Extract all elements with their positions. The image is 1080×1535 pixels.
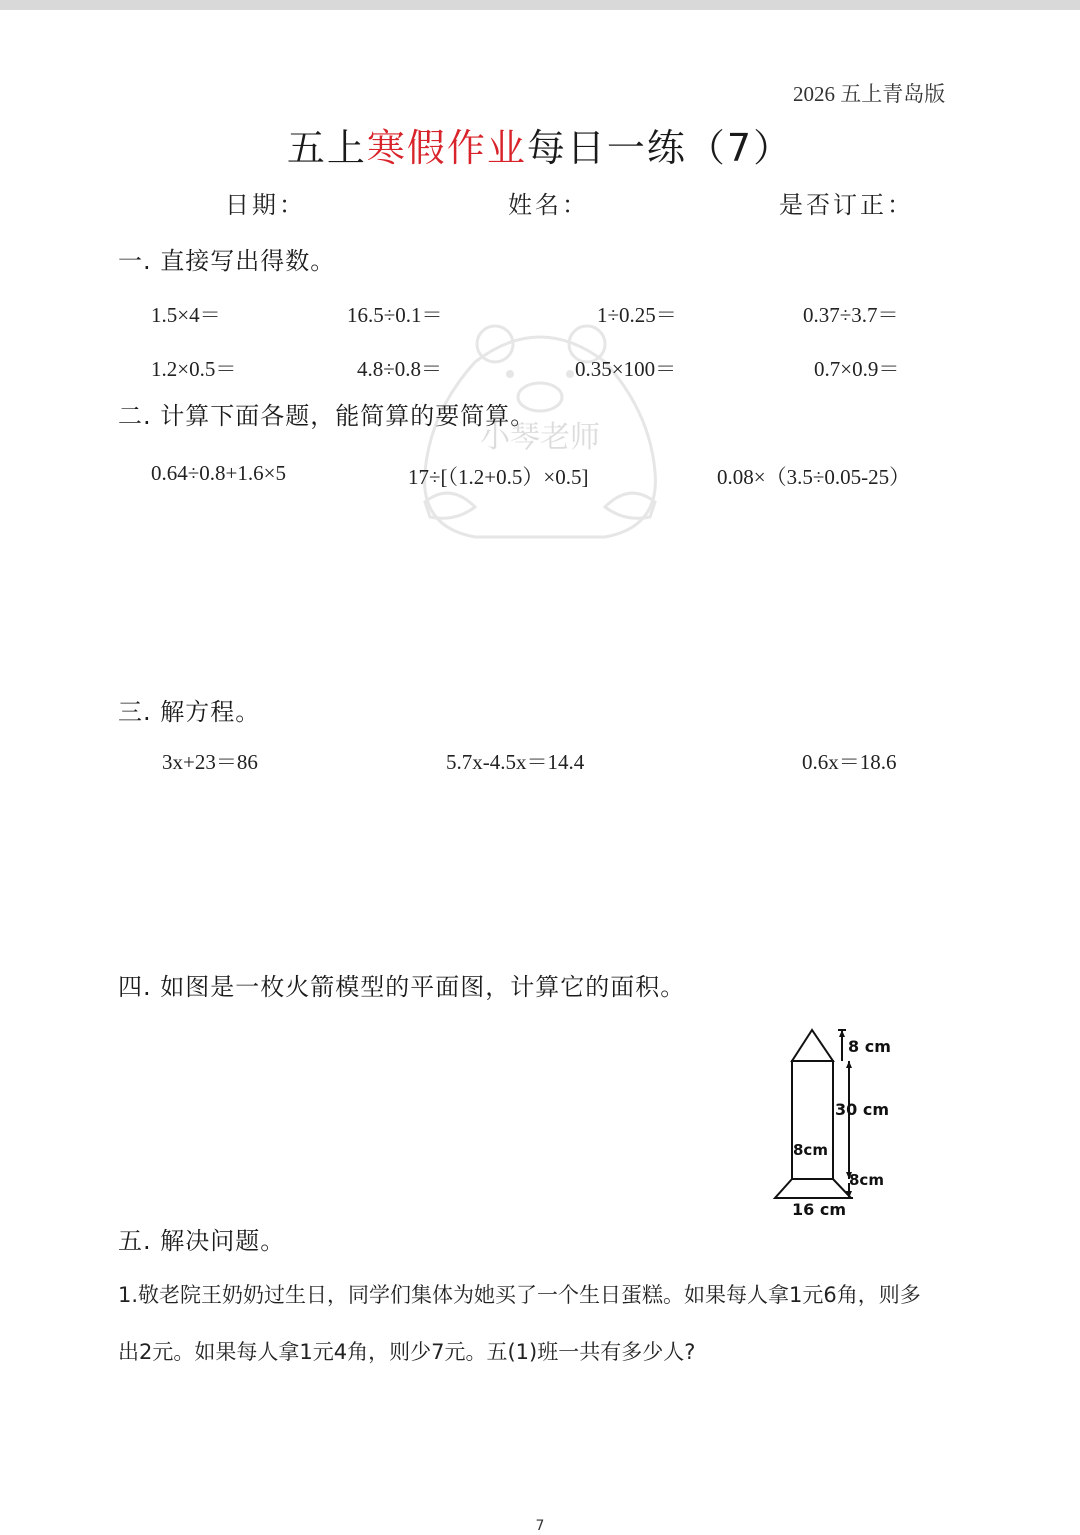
title-part-1: 五上: [286, 126, 367, 170]
label-body-width: 8cm: [793, 1141, 828, 1159]
section-1-heading: 一. 直接写出得数。: [118, 247, 336, 275]
problem-1-line-2: 出2元。如果每人拿1元4角，则少7元。五(1)班一共有多少人?: [118, 1340, 696, 1364]
label-body-height: 30 cm: [835, 1100, 889, 1119]
problem-1-line-1: 1.敬老院王奶奶过生日，同学们集体为她买了一个生日蛋糕。如果每人拿1元6角，则多: [118, 1283, 921, 1307]
calc-item-1: 0.64÷0.8+1.6×5: [151, 461, 286, 485]
calc-item-2: 17÷[（1.2+0.5）×0.5]: [408, 465, 589, 489]
calc-item-3: 0.08×（3.5÷0.05-25）: [717, 465, 911, 489]
label-top-height: 8 cm: [848, 1037, 891, 1056]
oral-item-1: 1.5×4＝: [151, 303, 221, 327]
page-number: 7: [535, 1518, 545, 1534]
section-4-heading: 四. 如图是一枚火箭模型的平面图，计算它的面积。: [118, 973, 686, 1001]
equation-1: 3x+23＝86: [162, 750, 258, 774]
name-field-label: 姓名：: [508, 191, 589, 219]
oral-item-3: 1÷0.25＝: [597, 303, 677, 327]
date-field-label: 日期：: [225, 191, 306, 219]
section-2-heading: 二. 计算下面各题，能简算的要简算。: [118, 402, 536, 430]
equation-3: 0.6x＝18.6: [802, 750, 897, 774]
title-part-2: 寒假作业: [366, 126, 527, 170]
oral-item-7: 0.35×100＝: [575, 357, 677, 381]
title-part-3: 每日一练（7）: [526, 126, 794, 170]
section-3-heading: 三. 解方程。: [118, 698, 261, 726]
rocket-figure: [765, 1020, 915, 1225]
section-5-heading: 五. 解决问题。: [118, 1227, 286, 1255]
oral-item-2: 16.5÷0.1＝: [347, 303, 443, 327]
corrected-field-label: 是否订正：: [779, 191, 914, 219]
oral-item-4: 0.37÷3.7＝: [803, 303, 899, 327]
oral-item-8: 0.7×0.9＝: [814, 357, 900, 381]
oral-item-6: 4.8÷0.8＝: [357, 357, 443, 381]
rocket-body: [792, 1061, 833, 1179]
label-base-height: 8cm: [849, 1171, 884, 1189]
oral-item-5: 1.2×0.5＝: [151, 357, 237, 381]
edition-label: 2026 五上青岛版: [793, 82, 946, 106]
equation-2: 5.7x-4.5x＝14.4: [446, 750, 585, 774]
top-edge-bar: [0, 0, 1080, 10]
rocket-base: [775, 1179, 851, 1198]
rocket-nose: [792, 1030, 833, 1061]
watermark-text: 小琴老师: [480, 420, 600, 455]
label-base-width: 16 cm: [792, 1200, 846, 1219]
page-title: [0, 117, 1080, 172]
